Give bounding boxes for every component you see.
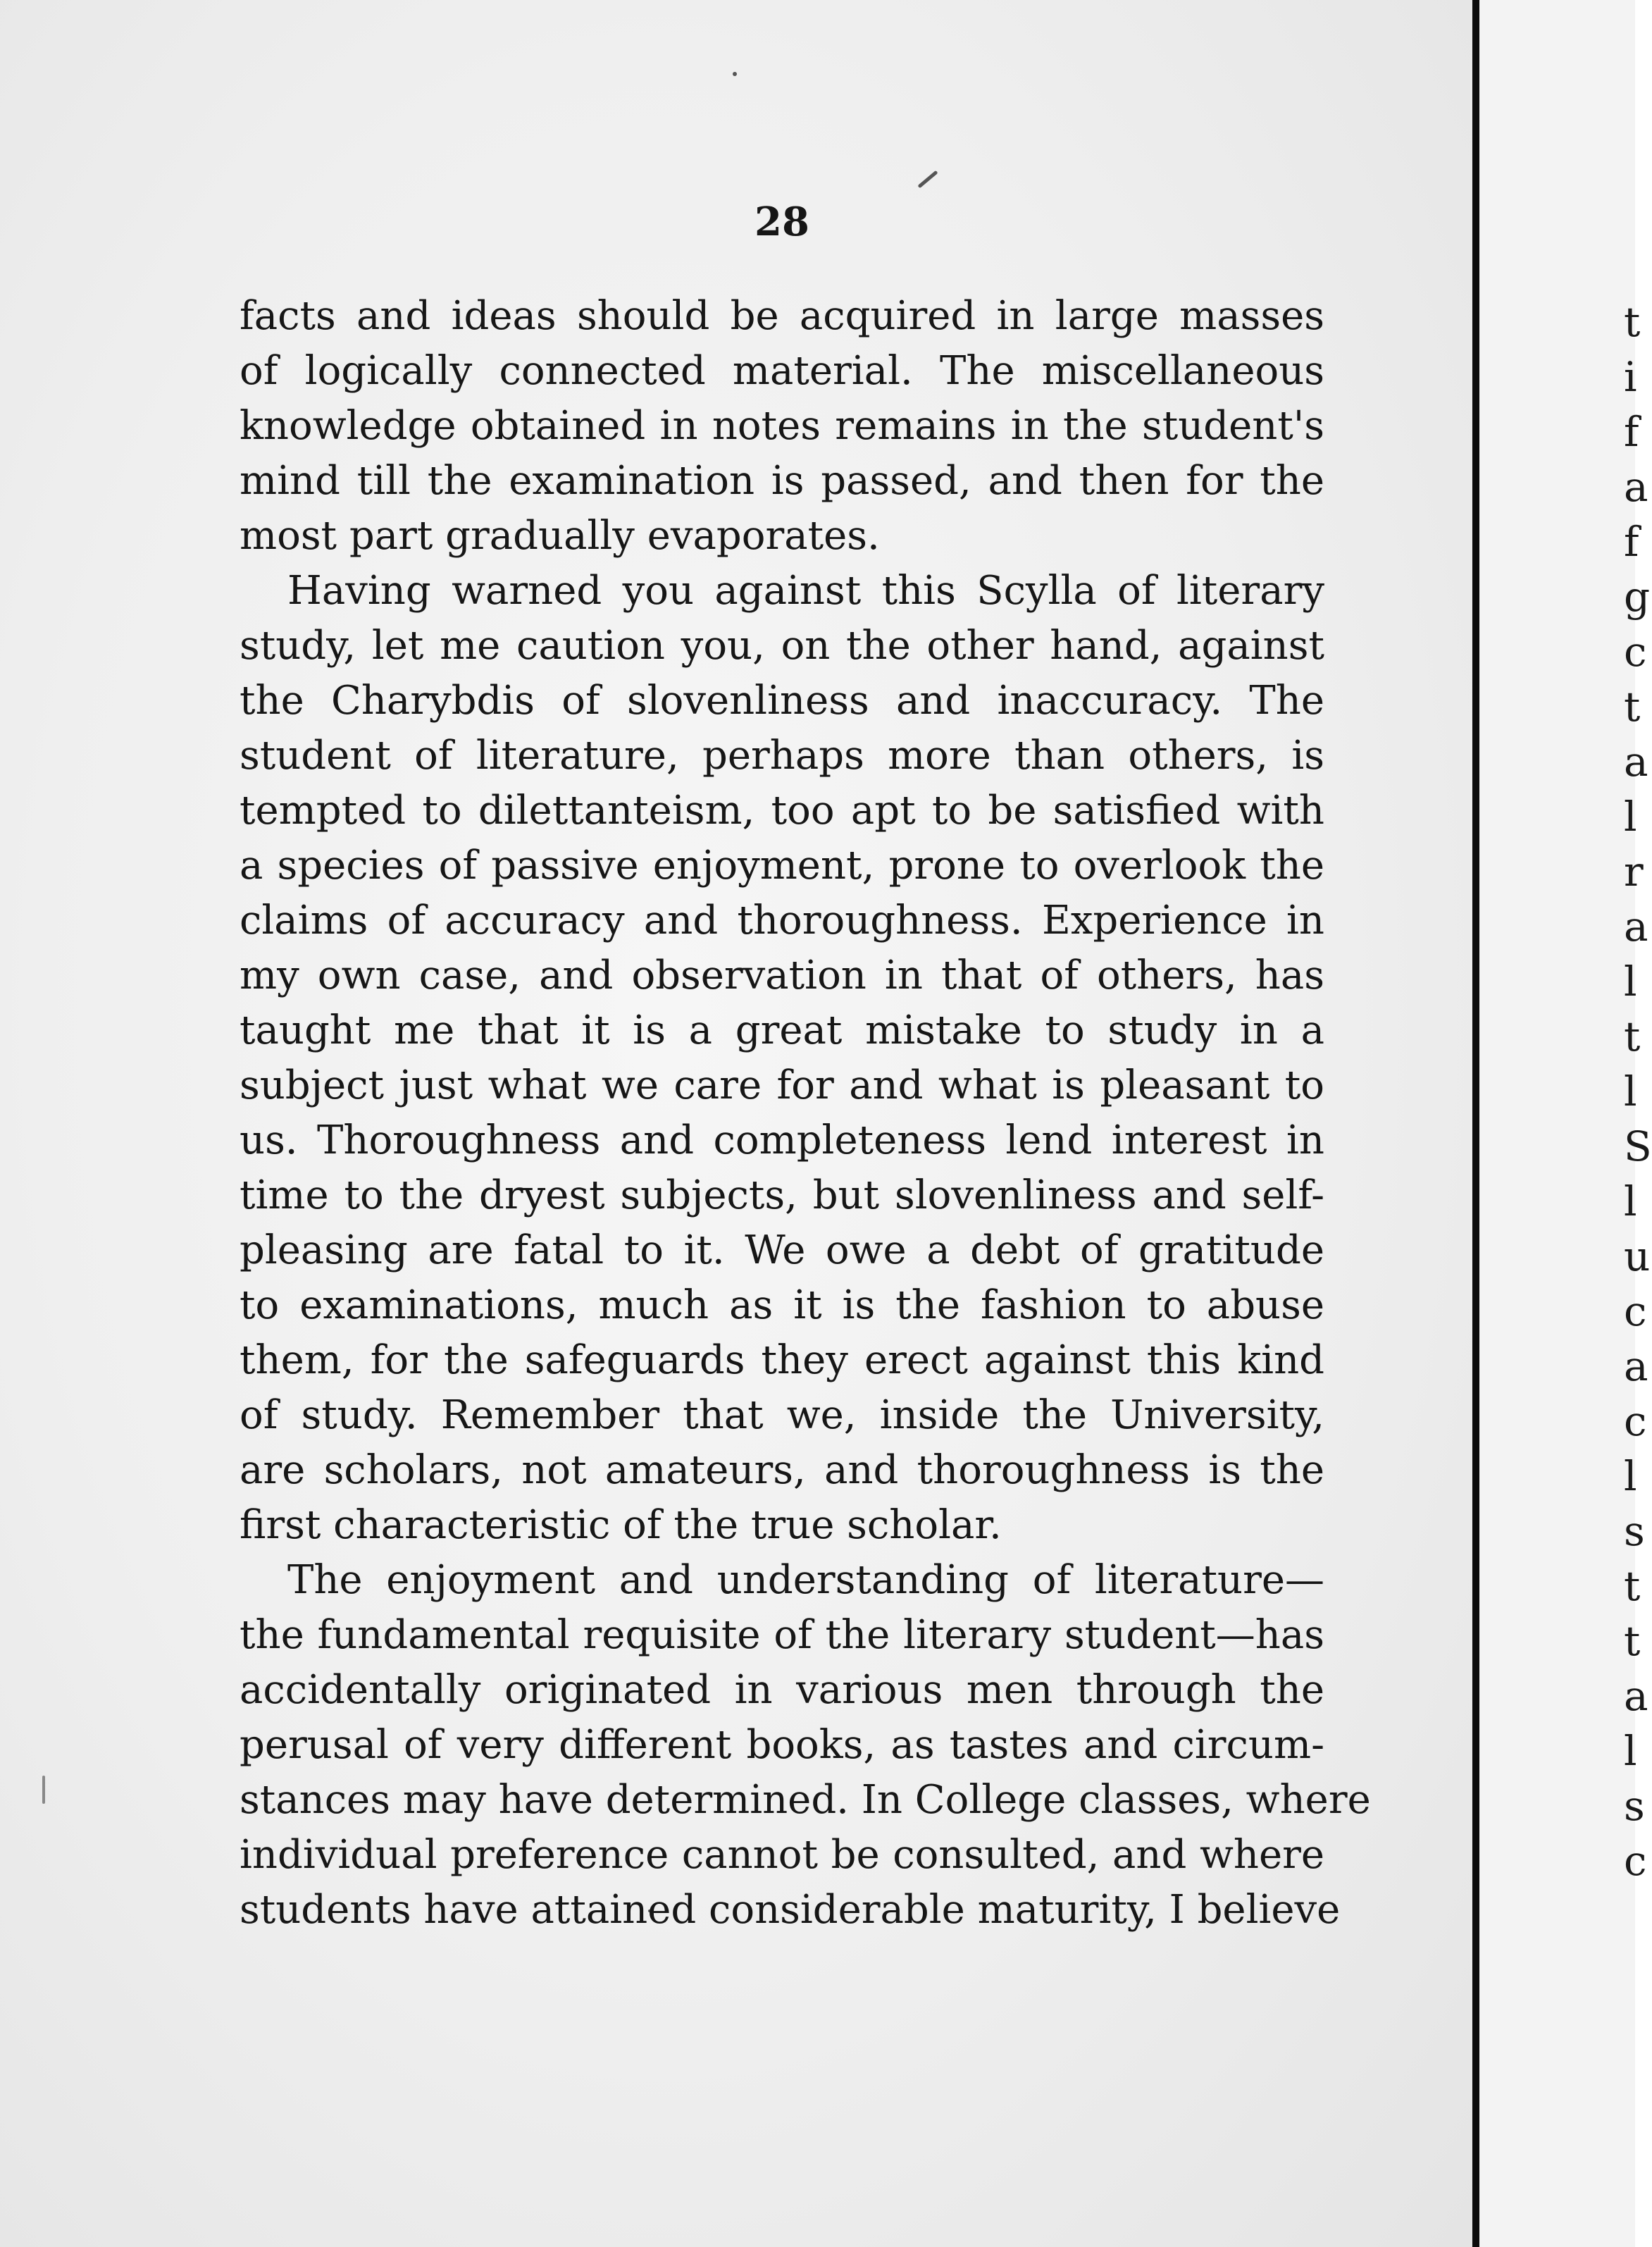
text-line: time to the dryest subjects, but slovenliness and self- (240, 1172, 1324, 1218)
text-line: accidentally originated in various men through the (240, 1667, 1324, 1713)
text-line: perusal of very different books, as tastes and circum- (240, 1722, 1324, 1768)
text-line: study, let me caution you, on the other hand, against (240, 623, 1324, 669)
facing-page-letter: a (1624, 463, 1648, 511)
facing-page-letter: l (1624, 1177, 1637, 1225)
text-line: them, for the safeguards they erect against this kind (240, 1337, 1324, 1383)
text-line: to examinations, much as it is the fashion to abuse (240, 1282, 1324, 1328)
facing-page-letter: s (1624, 1782, 1645, 1830)
facing-page-letter: l (1624, 958, 1637, 1005)
text-line: tempted to dilettanteism, too apt to be satisfied with (240, 788, 1324, 834)
text-line: mind till the examination is passed, and then for the (240, 458, 1324, 504)
text-line: students have attained considerable maturity, I believe (240, 1887, 1341, 1933)
paper-speck (42, 1776, 45, 1804)
facing-page-letter: t (1624, 298, 1641, 346)
text-line: stances may have determined. In College classes, where (240, 1777, 1371, 1823)
facing-page-letter: a (1624, 738, 1648, 786)
paper-speck (733, 72, 737, 76)
facing-page-letter: i (1624, 353, 1637, 401)
facing-page-letter: l (1624, 1727, 1637, 1775)
text-line: a species of passive enjoyment, prone to overlook the (240, 843, 1324, 889)
page-number: 28 (754, 199, 809, 245)
text-line: taught me that it is a great mistake to study in a (240, 1008, 1324, 1053)
facing-page-letter: c (1624, 1837, 1647, 1885)
text-line: student of literature, perhaps more than others, is (240, 733, 1324, 779)
facing-page-letters (1624, 295, 1652, 1888)
facing-page-letter: l (1624, 793, 1637, 841)
text-line: the fundamental requisite of the literary student—has (240, 1612, 1324, 1658)
text-line: The enjoyment and understanding of literature— (287, 1557, 1324, 1603)
pencil-mark (917, 171, 938, 189)
text-line: are scholars, not amateurs, and thoroughness is the (240, 1447, 1324, 1493)
text-line: us. Thoroughness and completeness lend interest in (240, 1118, 1324, 1163)
text-line: Having warned you against this Scylla of literary (287, 568, 1324, 614)
text-line: of study. Remember that we, inside the University, (240, 1392, 1324, 1438)
facing-page-letter: g (1624, 573, 1651, 621)
facing-page-letter: f (1624, 408, 1639, 456)
facing-page-letter: l (1624, 1452, 1637, 1500)
text-line: first characteristic of the true scholar. (240, 1502, 1002, 1548)
facing-page-letter: c (1624, 1287, 1647, 1335)
facing-page-letter: t (1624, 683, 1641, 731)
facing-page-letter: a (1624, 903, 1648, 951)
text-line: my own case, and observation in that of others, has (240, 953, 1324, 998)
facing-page-letter: u (1624, 1232, 1651, 1280)
text-line: facts and ideas should be acquired in large masses (240, 293, 1324, 339)
text-line: the Charybdis of slovenliness and inaccuracy. The (240, 678, 1324, 724)
text-line: individual preference cannot be consulted, and where (240, 1832, 1324, 1878)
text-line: knowledge obtained in notes remains in the student's (240, 403, 1324, 449)
text-line: of logically connected material. The miscellaneous (240, 348, 1324, 394)
facing-page-letter: l (1624, 1067, 1637, 1115)
facing-page-letter: a (1624, 1342, 1648, 1390)
facing-page-letter: c (1624, 628, 1647, 676)
facing-page-letter: s (1624, 1507, 1645, 1555)
text-line: pleasing are fatal to it. We owe a debt of gratitude (240, 1227, 1324, 1273)
facing-page-letter: t (1624, 1562, 1641, 1610)
facing-page-letter: c (1624, 1397, 1647, 1445)
text-line: subject just what we care for and what is pleasant to (240, 1063, 1324, 1108)
facing-page-letter: S (1624, 1122, 1652, 1170)
facing-page-letter: f (1624, 518, 1639, 566)
facing-page-edge (1479, 0, 1635, 2247)
page-gutter-line (1472, 0, 1479, 2247)
facing-page-letter: t (1624, 1013, 1641, 1060)
text-line: most part gradually evaporates. (240, 513, 880, 559)
facing-page-letter: a (1624, 1672, 1648, 1720)
facing-page-letter: r (1624, 848, 1644, 896)
text-line: claims of accuracy and thoroughness. Experience in (240, 898, 1324, 943)
body-text (240, 289, 1371, 1938)
facing-page-letter: t (1624, 1617, 1641, 1665)
